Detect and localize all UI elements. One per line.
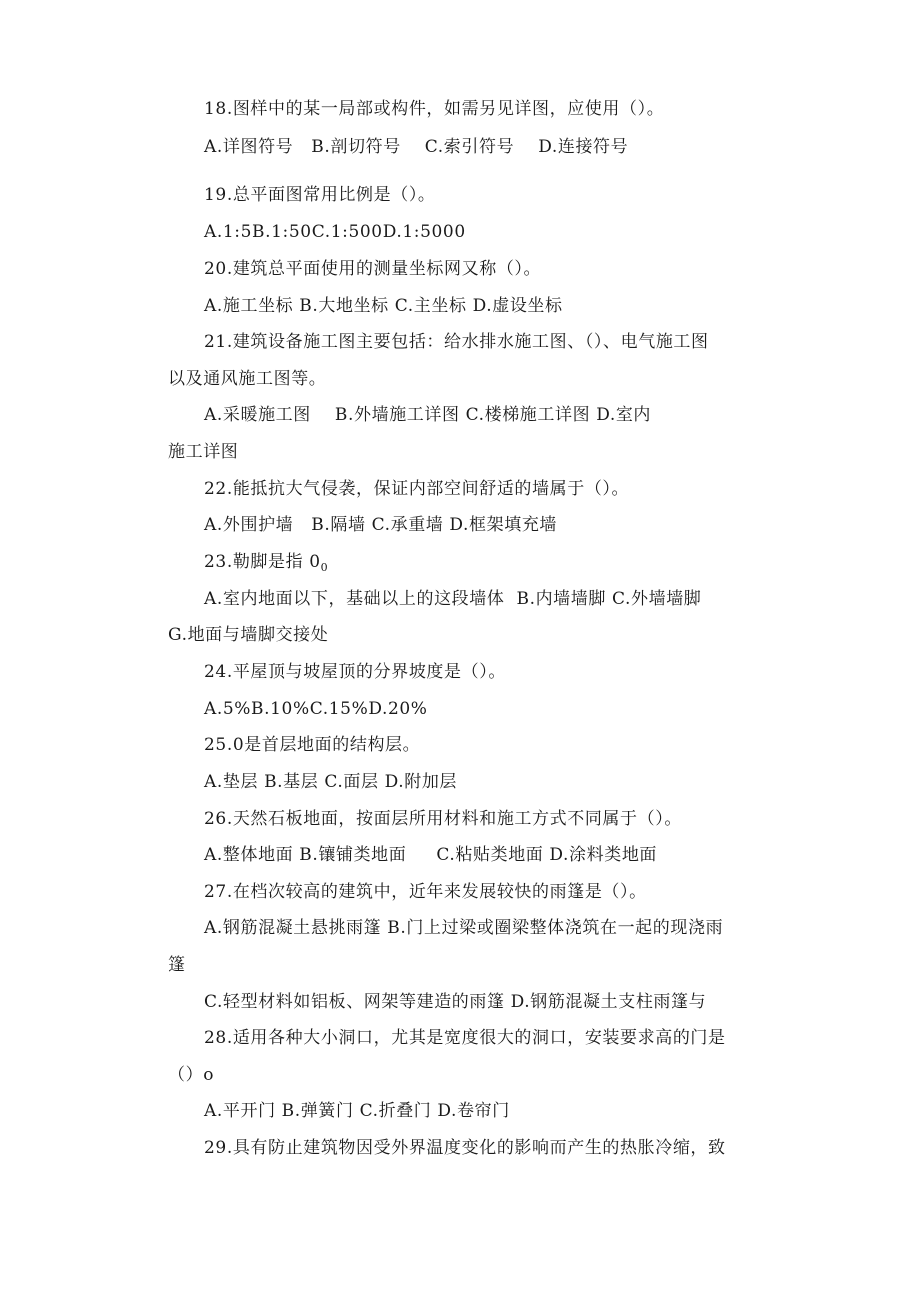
question-23-subscript: 0 — [320, 561, 329, 574]
question-21-options: A.采暖施工图 B.外墙施工详图 C.楼梯施工详图 D.室内 — [204, 405, 652, 425]
question-21: 21.建筑设备施工图主要包括：给水排水施工图、（）、电气施工图 — [204, 332, 709, 352]
question-27: 27.在档次较高的建筑中，近年来发展较快的雨篷是（）。 — [204, 882, 647, 902]
question-28-options: A.平开门 B.弹簧门 C.折叠门 D.卷帘门 — [204, 1101, 510, 1121]
question-18-options: A.详图符号 B.剖切符号 C.索引符号 D.连接符号 — [204, 137, 629, 157]
question-20-options: A.施工坐标 B.大地坐标 C.主坐标 D.虚设坐标 — [204, 296, 563, 316]
question-23-options: A.室内地面以下，基础以上的这段墙体 B.内墙墙脚 C.外墙墙脚 — [204, 589, 702, 609]
question-26-options: A.整体地面 B.镶铺类地面 C.粘贴类地面 D.涂料类地面 — [204, 845, 658, 865]
question-22-options: A.外围护墙 B.隔墙 C.承重墙 D.框架填充墙 — [204, 515, 558, 535]
question-21-continuation: 以及通风施工图等。 — [168, 369, 327, 389]
question-23 — [204, 551, 328, 573]
question-25-options: A.垫层 B.基层 C.面层 D.附加层 — [204, 772, 458, 792]
question-19: 19.总平面图常用比例是（）。 — [204, 185, 436, 205]
question-29: 29.具有防止建筑物因受外界温度变化的影响而产生的热胀冷缩，致 — [204, 1138, 726, 1158]
question-28: 28.适用各种大小洞口，尤其是宽度很大的洞口，安装要求高的门是 — [204, 1028, 726, 1048]
question-26: 26.天然石板地面，按面层所用材料和施工方式不同属于（）。 — [204, 809, 682, 829]
question-23-options-continuation: G.地面与墙脚交接处 — [168, 625, 329, 645]
question-21-options-continuation: 施工详图 — [168, 442, 239, 462]
question-24: 24.平屋顶与坡屋顶的分界坡度是（）。 — [204, 662, 506, 682]
question-22: 22.能抵抗大气侵袭，保证内部空间舒适的墙属于（）。 — [204, 479, 630, 499]
question-19-options: A.1:5B.1:50C.1:500D.1:5000 — [204, 222, 466, 242]
question-25: 25.0是首层地面的结构层。 — [204, 735, 421, 755]
question-27-options-2: C.轻型材料如铝板、网架等建造的雨篷 D.钢筋混凝土支柱雨篷与 — [204, 992, 707, 1012]
question-27-options: A.钢筋混凝土悬挑雨篷 B.门上过梁或圈梁整体浇筑在一起的现浇雨 — [204, 918, 724, 938]
question-20: 20.建筑总平面使用的测量坐标网又称（）。 — [204, 259, 542, 279]
question-28-continuation: （）o — [168, 1065, 215, 1085]
question-23-text: 23.勒脚是指 0 — [204, 552, 321, 572]
question-18: 18.图样中的某一局部或构件，如需另见详图，应使用（）。 — [204, 99, 665, 119]
question-27-options-continuation: 篷 — [168, 955, 186, 975]
question-24-options: A.5%B.10%C.15%D.20% — [204, 699, 428, 719]
